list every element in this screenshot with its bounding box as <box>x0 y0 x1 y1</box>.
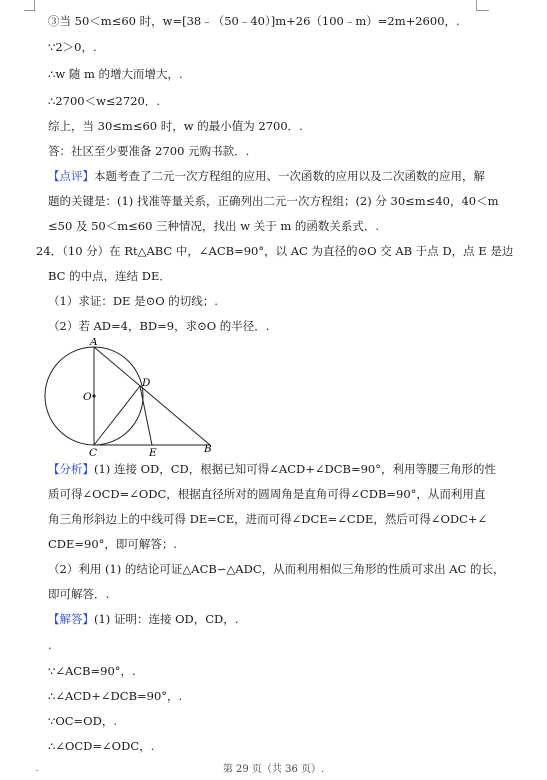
crop-mark-top-right <box>476 0 489 11</box>
text-line: 题的关键是：(1) 找准等量关系，正确列出二元一次方程组；(2) 分 30≤m≤40，40＜m <box>48 194 499 208</box>
text-line: BC 的中点，连结 DE． <box>48 269 171 283</box>
answer-line <box>48 612 518 627</box>
label-a: A <box>90 338 98 348</box>
label-b: B <box>204 443 212 455</box>
text-line: ≤50 及 50＜m≤60 三种情况，找出 w 关于 m 的函数关系式．. <box>48 219 380 233</box>
answer-text: (1) 证明：连接 OD，CD，. <box>94 612 239 626</box>
crop-mark-top-left <box>24 0 35 11</box>
text-line: （1）求证：DE 是⊙O 的切线；. <box>48 294 218 308</box>
answer-tag: 【解答】 <box>48 612 94 626</box>
text-line: ∴2700＜w≤2720．. <box>48 94 160 108</box>
text-line: 答：社区至少要准备 2700 元购书款．. <box>48 144 250 158</box>
analysis-tag: 【分析】 <box>48 462 94 476</box>
text-line: 即可解答．. <box>48 587 110 601</box>
text-line: ③当 50＜m≤60 时，w=[38﹣（50﹣40）]m+26（100﹣m）=2m+2600，. <box>48 14 460 28</box>
text-line: ∴w 随 m 的增大而增大，. <box>48 67 183 81</box>
comment-tag: 【点评】 <box>48 169 94 183</box>
text-line: ∴∠OCD=∠ODC，. <box>48 739 155 753</box>
crop-mark-bottom-left <box>36 770 38 773</box>
label-d: D <box>142 377 151 389</box>
geometry-figure <box>44 338 224 462</box>
text-line: ∵OC=OD，. <box>48 714 117 728</box>
comment-line <box>48 169 518 184</box>
text-line: （2）利用 (1) 的结论可证△ACB∽△ADC，从而利用相似三角形的性质可求出 AC 的长， <box>48 562 505 576</box>
analysis-line <box>48 462 518 477</box>
comment-text: 本题考查了二元一次方程组的应用、一次函数的应用以及二次函数的应用，解 <box>94 169 485 183</box>
page-footer: 第 29 页（共 36 页）. <box>222 764 325 775</box>
text-line: CDE=90°，即可解答；. <box>48 537 178 551</box>
label-e: E <box>149 447 157 458</box>
label-o: O <box>83 391 92 403</box>
text-line: （2）若 AD=4，BD=9，求⊙O 的半径．. <box>48 319 270 333</box>
text-line: 角三角形斜边上的中线可得 DE=CE，进而可得∠DCE=∠CDE，然后可得∠ODC+∠ <box>48 512 488 526</box>
text-line: ∵∠ACB=90°，. <box>48 664 136 678</box>
text-line: ∵2＞0，. <box>48 40 97 54</box>
label-c: C <box>89 447 98 458</box>
text-line: . <box>48 638 52 652</box>
question-line: 24．（10 分）在 Rt△ABC 中，∠ACB=90°，以 AC 为直径的⊙O 交 AB 于点 D，点 E 是边 <box>36 244 514 258</box>
text-line: ∴∠ACD+∠DCB=90°，. <box>48 689 183 703</box>
text-line: 综上，当 30≤m≤60 时，w 的最小值为 2700．. <box>48 119 303 133</box>
analysis-text: (1) 连接 OD，CD，根据已知可得∠ACD+∠DCB=90°，利用等腰三角形的性 <box>94 462 496 476</box>
text-line: 质可得∠OCD=∠ODC，根据直径所对的圆周角是直角可得∠CDB=90°，从而利用直 <box>48 487 486 501</box>
